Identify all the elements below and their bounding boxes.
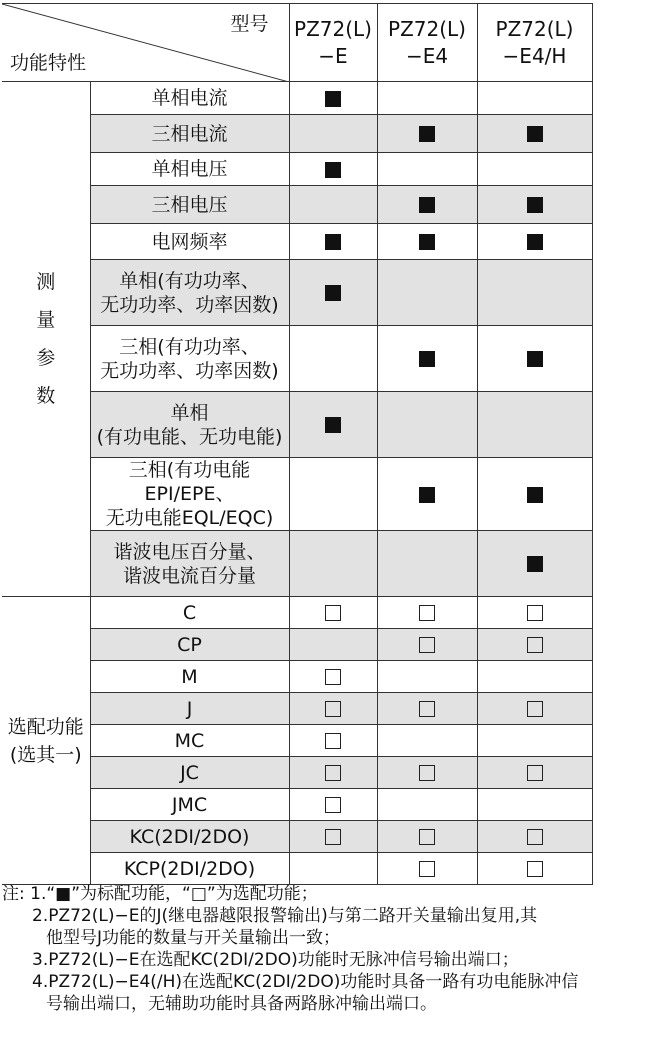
filled-square-icon [527,234,543,250]
measure-cell-6-2 [477,326,592,392]
open-square-icon [419,701,435,717]
optional-cell-1-1 [377,629,477,661]
optional-cell-0-1 [377,597,477,629]
header-corner-cell [2,4,289,82]
measure-cell-5-2 [477,260,592,326]
option-name: JC [90,757,289,789]
filled-square-icon [527,126,543,142]
option-name: JMC [90,789,289,821]
table-row [2,186,592,224]
measure-cell-3-2 [477,186,592,224]
filled-square-icon [527,487,543,503]
table-row [2,789,592,821]
measure-group-label [2,82,90,597]
model-header-e4h [477,4,592,82]
table-row [2,597,592,629]
open-square-icon [325,701,341,717]
measure-cell-2-1 [377,153,477,186]
optional-cell-3-2 [477,693,592,725]
filled-square-icon [419,126,435,142]
table-row [2,725,592,757]
open-square-icon [325,765,341,781]
table-row [2,153,592,186]
optional-cell-2-2 [477,661,592,693]
measure-cell-7-0 [289,392,377,458]
filled-square-icon [527,351,543,367]
optional-cell-7-0 [289,821,377,853]
table-row [2,115,592,153]
option-name: MC [90,725,289,757]
filled-square-icon [419,487,435,503]
measure-cell-9-2 [477,531,592,597]
feature-name [90,82,289,115]
measure-cell-8-0 [289,458,377,531]
table-row [2,458,592,531]
measure-cell-1-0 [289,115,377,153]
table-row [2,392,592,458]
measure-cell-9-1 [377,531,477,597]
feature-name [90,186,289,224]
filled-square-icon [527,197,543,213]
model-name: PZ72(L) [495,16,574,41]
note-1: 注: 1.“■”为标配功能，“□”为选配功能； [2,884,318,904]
note-4-cont: 号输出端口，无辅助功能时具备两路脉冲输出端口。 [46,994,437,1014]
optional-cell-7-1 [377,821,477,853]
filled-square-icon [419,351,435,367]
open-square-icon [527,765,543,781]
table-row [2,326,592,392]
feature-name [90,326,289,392]
feature-name-line: 单相 [170,401,209,424]
feature-name-line: 单相电流 [151,87,228,109]
feature-name-line: 单相(有功功率、 [119,269,260,292]
measure-cell-0-0 [289,82,377,115]
table-row [2,224,592,260]
feature-name [90,531,289,597]
feature-name [90,392,289,458]
feature-name-line: 三相(有功电能EPI/EPE、 [128,459,251,505]
open-square-icon [527,861,543,877]
group-label-line: 量 [36,309,56,331]
optional-cell-6-2 [477,789,592,821]
table-row [2,821,592,853]
optional-cell-0-2 [477,597,592,629]
feature-name-line: 谐波电压百分量、 [113,540,266,563]
filled-square-icon [325,285,341,301]
optional-cell-8-0 [289,853,377,885]
optional-group-label [2,597,90,885]
measure-cell-6-1 [377,326,477,392]
table-row [2,853,592,885]
optional-cell-1-0 [289,629,377,661]
measure-cell-8-2 [477,458,592,531]
measure-cell-7-1 [377,392,477,458]
table-row [2,661,592,693]
note-4: 4.PZ72(L)−E4(/H)在选配KC(2DI/2DO)功能时具备一路有功电能脉冲信 [32,972,579,992]
optional-cell-2-0 [289,661,377,693]
open-square-icon [419,829,435,845]
option-name: KC(2DI/2DO) [90,821,289,853]
filled-square-icon [419,234,435,250]
open-square-icon [527,701,543,717]
optional-cell-1-2 [477,629,592,661]
optional-cell-4-1 [377,725,477,757]
open-square-icon [419,605,435,621]
model-suffix: −E [318,43,348,68]
footnotes [2,883,670,1015]
feature-name-line: 三相电压 [151,193,228,216]
open-square-icon [325,797,341,813]
group-label-line: 参 [36,347,56,369]
optional-cell-4-2 [477,725,592,757]
table-row [2,629,592,661]
filled-square-icon [325,417,341,433]
filled-square-icon [325,234,341,250]
optional-cell-8-2 [477,853,592,885]
feature-name [90,260,289,326]
note-3: 3.PZ72(L)−E在选配KC(2DI/2DO)功能时无脉冲信号输出端口； [32,950,519,970]
group-label-line: 选配功能 [7,715,84,738]
open-square-icon [419,861,435,877]
optional-cell-6-1 [377,789,477,821]
optional-cell-2-1 [377,661,477,693]
measure-cell-2-2 [477,153,592,186]
filled-square-icon [325,162,341,178]
optional-cell-5-1 [377,757,477,789]
measure-cell-8-1 [377,458,477,531]
table-row [2,693,592,725]
optional-cell-7-2 [477,821,592,853]
feature-name-line: 三相电流 [151,122,228,145]
open-square-icon [419,765,435,781]
measure-cell-3-1 [377,186,477,224]
measure-cell-6-0 [289,326,377,392]
open-square-icon [527,605,543,621]
measure-cell-9-0 [289,531,377,597]
feature-name [90,115,289,153]
optional-cell-3-1 [377,693,477,725]
feature-name-line: 无功功率、功率因数) [100,359,279,382]
measure-cell-4-1 [377,224,477,260]
feature-name [90,224,289,260]
table-row [2,531,592,597]
feature-name [90,153,289,186]
option-name: CP [90,629,289,661]
group-label-line: 测 [36,271,56,293]
measure-cell-5-0 [289,260,377,326]
optional-cell-5-2 [477,757,592,789]
open-square-icon [527,829,543,845]
feature-name-line: 单相电压 [151,158,228,180]
optional-cell-5-0 [289,757,377,789]
open-square-icon [325,669,341,685]
feature-name-line: (有功电能、无功电能) [96,425,283,448]
optional-cell-6-0 [289,789,377,821]
measure-cell-1-2 [477,115,592,153]
measure-cell-3-0 [289,186,377,224]
open-square-icon [419,637,435,653]
option-name: KCP(2DI/2DO) [90,853,289,885]
option-name: M [90,661,289,693]
option-name: C [90,597,289,629]
feature-name-line: 三相(有功功率、 [119,335,260,358]
feature-name-line: 电网频率 [151,230,228,253]
model-suffix: −E4 [405,43,449,68]
group-label-line: (选其一) [9,743,82,766]
open-square-icon [325,733,341,749]
feature-name-line: 谐波电流百分量 [122,564,256,587]
header-row [2,4,592,82]
feature-label: 功能特性 [10,52,87,74]
feature-name [90,458,289,531]
table-row [2,260,592,326]
measure-cell-0-1 [377,82,477,115]
model-header-e4 [377,4,477,82]
optional-cell-0-0 [289,597,377,629]
optional-cell-3-0 [289,693,377,725]
measure-cell-1-1 [377,115,477,153]
filled-square-icon [419,197,435,213]
measure-cell-7-2 [477,392,592,458]
open-square-icon [325,829,341,845]
group-label-line: 数 [36,385,56,407]
table-row [2,757,592,789]
model-label: 型号 [230,13,269,35]
model-name: PZ72(L) [294,16,372,41]
optional-cell-8-1 [377,853,477,885]
option-name: J [90,693,289,725]
measure-cell-4-0 [289,224,377,260]
open-square-icon [527,637,543,653]
feature-name-line: 无功功率、功率因数) [100,293,279,316]
model-name: PZ72(L) [388,16,466,41]
measure-cell-5-1 [377,260,477,326]
note-2: 2.PZ72(L)−E的J(继电器越限报警输出)与第二路开关量输出复用,其 [32,906,538,926]
note-2-cont: 他型号J功能的数量与开关量输出一致； [46,928,341,948]
open-square-icon [325,605,341,621]
feature-name-line: 无功电能EQL/EQC) [105,507,274,529]
optional-cell-4-0 [289,725,377,757]
model-header-e [289,4,377,82]
table-row [2,82,592,115]
model-suffix: −E4/H [502,43,567,68]
measure-cell-4-2 [477,224,592,260]
measure-cell-0-2 [477,82,592,115]
feature-table [2,3,593,885]
measure-cell-2-0 [289,153,377,186]
filled-square-icon [325,91,341,107]
filled-square-icon [527,556,543,572]
